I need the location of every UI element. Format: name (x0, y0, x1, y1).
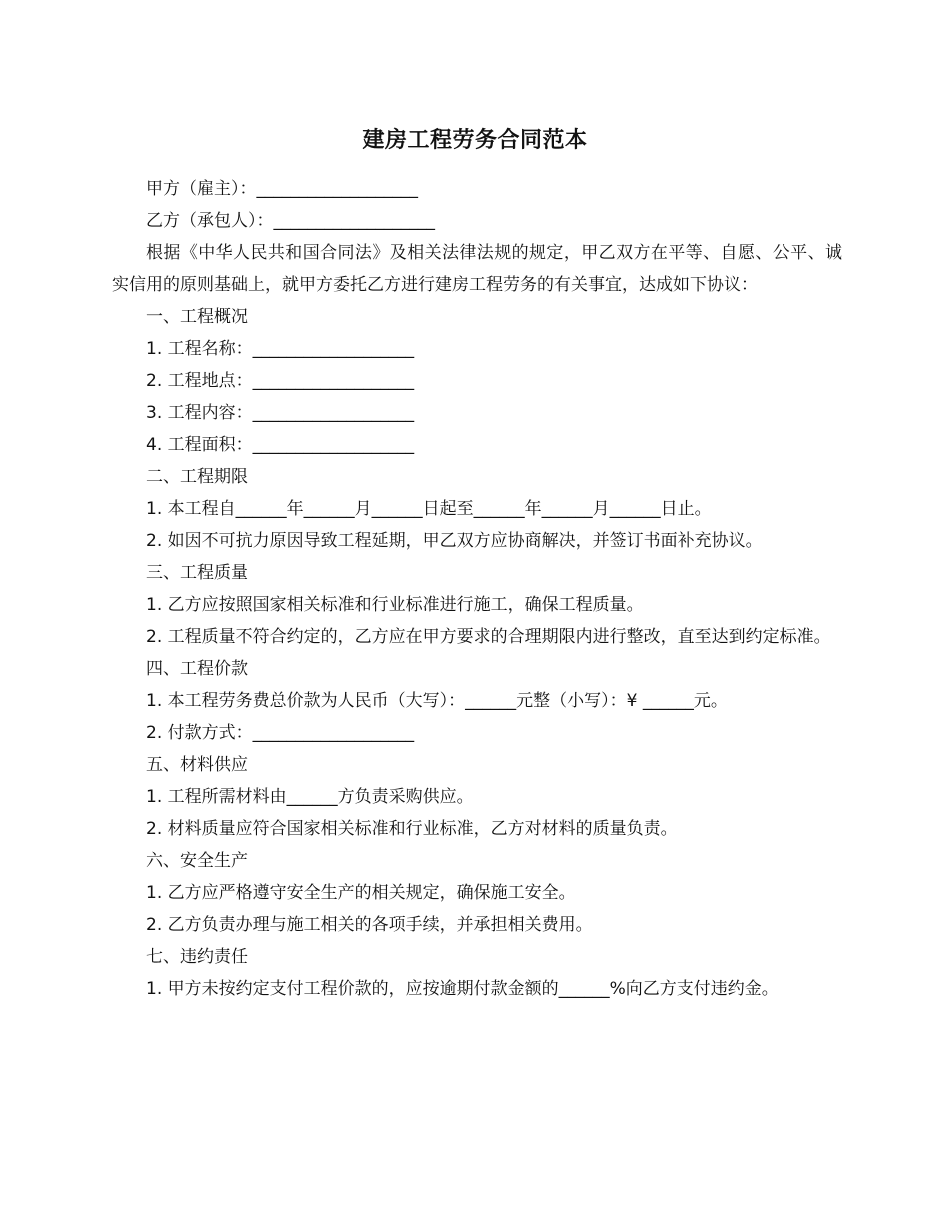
clause-item: 2. 乙方负责办理与施工相关的各项手续，并承担相关费用。 (146, 915, 593, 935)
preamble-paragraph: 根据《中华人民共和国合同法》及相关法律法规的规定，甲乙双方在平等、自愿、公平、诚实信用的原则基础上，就甲方委托乙方进行建房工程劳务的有关事宜，达成如下协议： (112, 243, 842, 295)
clause-item: 2. 如因不可抗力原因导致工程延期，甲乙双方应协商解决，并签订书面补充协议。 (146, 531, 763, 551)
clause-item: 2. 工程质量不符合约定的，乙方应在甲方要求的合理期限内进行整改，直至达到约定标准。 (146, 627, 831, 647)
clause-item: 2. 付款方式：___________________ (146, 723, 415, 743)
clause-item: 1. 乙方应严格遵守安全生产的相关规定，确保施工安全。 (146, 883, 576, 903)
clause-item: 1. 甲方未按约定支付工程价款的，应按逾期付款金额的______%向乙方支付违约金。 (146, 979, 779, 999)
section-heading: 一、工程概况 (146, 307, 248, 327)
party-a-line: 甲方（雇主）：___________________ (146, 179, 418, 199)
party-b-line: 乙方（承包人）：___________________ (146, 211, 435, 231)
section-heading: 二、工程期限 (146, 467, 248, 487)
clause-item: 1. 乙方应按照国家相关标准和行业标准进行施工，确保工程质量。 (146, 595, 644, 615)
document-title: 建房工程劳务合同范本 (362, 128, 588, 153)
clause-item: 4. 工程面积：___________________ (146, 435, 415, 455)
clause-item: 3. 工程内容：___________________ (146, 403, 415, 423)
clause-item: 2. 工程地点：___________________ (146, 371, 415, 391)
section-heading: 七、违约责任 (146, 947, 248, 967)
clause-item: 2. 材料质量应符合国家相关标准和行业标准，乙方对材料的质量负责。 (146, 819, 678, 839)
section-heading: 三、工程质量 (146, 563, 248, 583)
clause-item: 1. 本工程自______年______月______日起至______年______月______日止。 (146, 499, 712, 519)
section-heading: 六、安全生产 (146, 851, 248, 871)
document-body (112, 173, 842, 1005)
section-heading: 四、工程价款 (146, 659, 248, 679)
clause-item: 1. 工程名称：___________________ (146, 339, 415, 359)
clause-item: 1. 工程所需材料由______方负责采购供应。 (146, 787, 474, 807)
section-heading: 五、材料供应 (146, 755, 248, 775)
clause-item: 1. 本工程劳务费总价款为人民币（大写）：______元整（小写）：¥ ______元。 (146, 691, 728, 711)
